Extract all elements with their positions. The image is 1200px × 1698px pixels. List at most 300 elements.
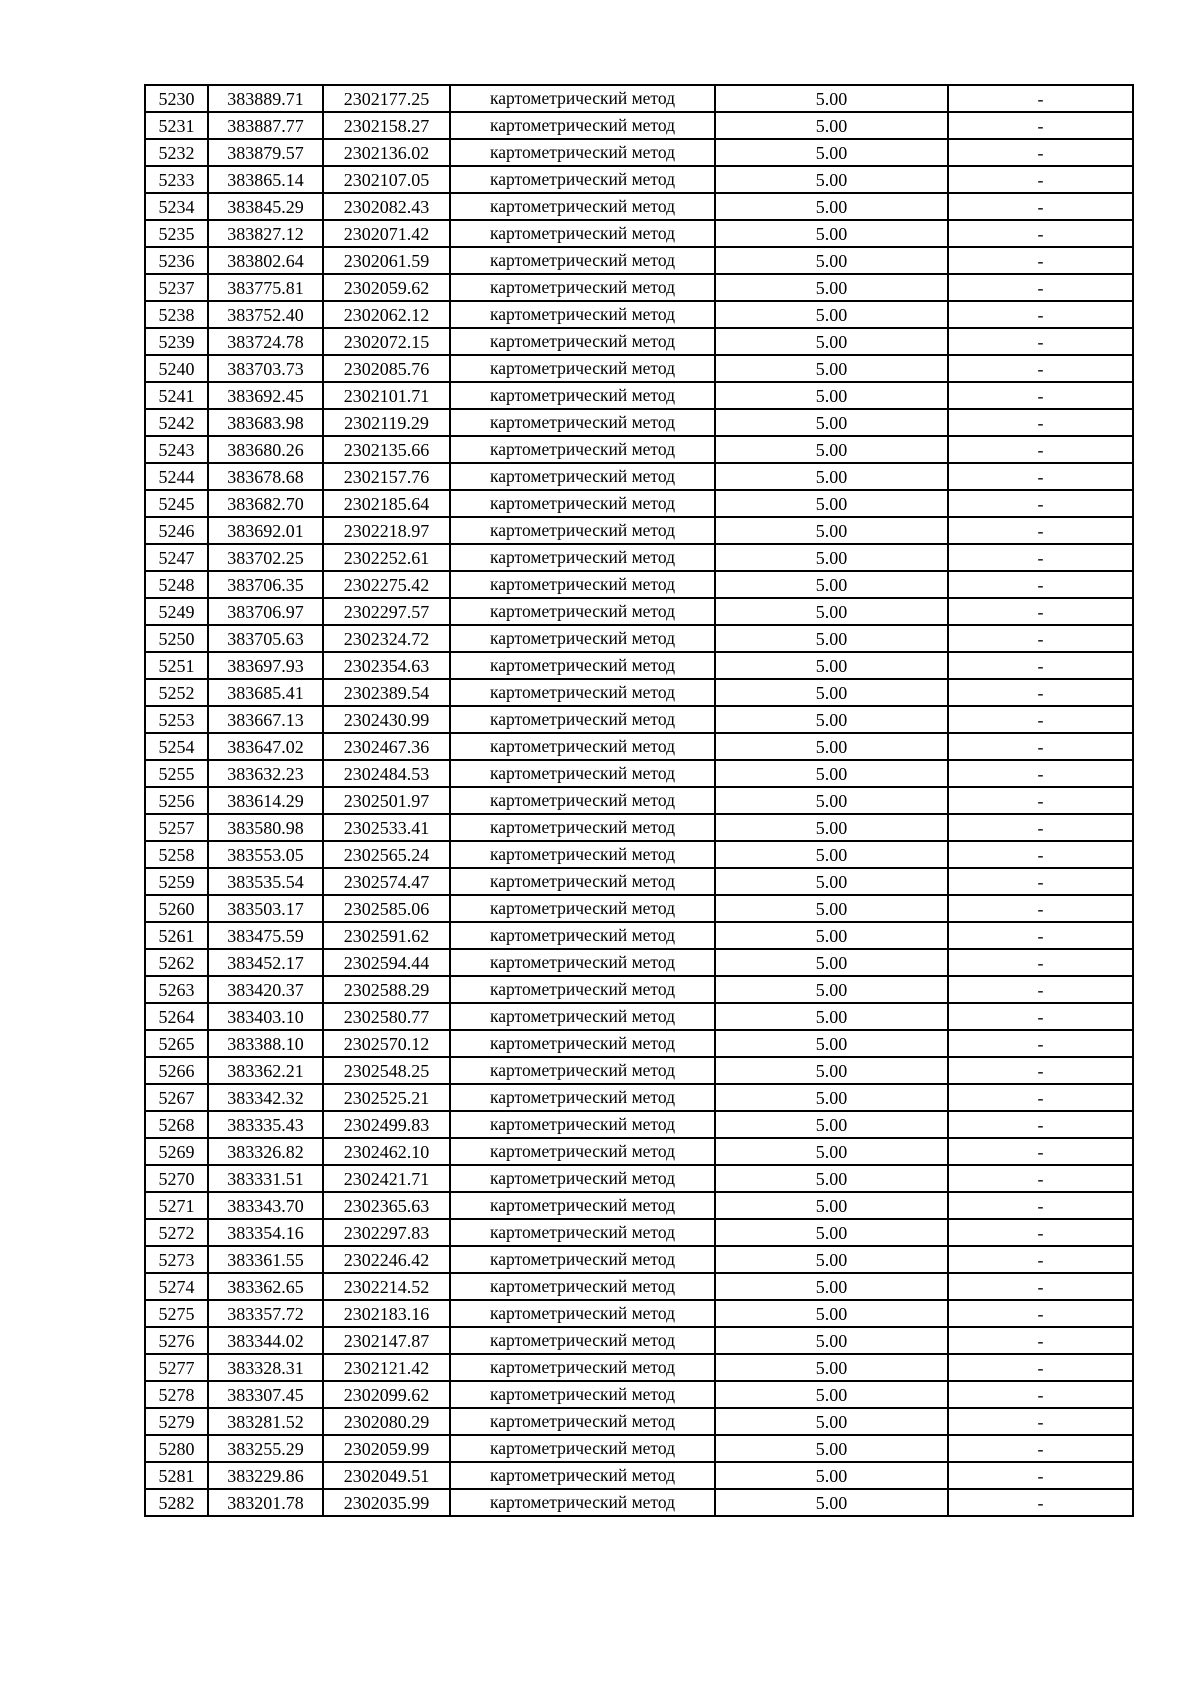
table-row bbox=[145, 544, 1133, 571]
description-cell: - bbox=[948, 922, 1133, 949]
y-coordinate-cell: 2302297.83 bbox=[323, 1219, 450, 1246]
table-row bbox=[145, 922, 1133, 949]
method-cell: картометрический метод bbox=[450, 1435, 715, 1462]
method-cell: картометрический метод bbox=[450, 733, 715, 760]
y-coordinate-cell: 2302591.62 bbox=[323, 922, 450, 949]
accuracy-cell: 5.00 bbox=[715, 841, 948, 868]
method-cell: картометрический метод bbox=[450, 706, 715, 733]
point-number-cell: 5236 bbox=[145, 247, 208, 274]
method-cell: картометрический метод bbox=[450, 544, 715, 571]
point-number-cell: 5277 bbox=[145, 1354, 208, 1381]
table-row bbox=[145, 1165, 1133, 1192]
x-coordinate-cell: 383229.86 bbox=[208, 1462, 323, 1489]
table-row bbox=[145, 1381, 1133, 1408]
table-row bbox=[145, 733, 1133, 760]
method-cell: картометрический метод bbox=[450, 382, 715, 409]
point-number-cell: 5248 bbox=[145, 571, 208, 598]
accuracy-cell: 5.00 bbox=[715, 1111, 948, 1138]
accuracy-cell: 5.00 bbox=[715, 1084, 948, 1111]
description-cell: - bbox=[948, 949, 1133, 976]
accuracy-cell: 5.00 bbox=[715, 1354, 948, 1381]
method-cell: картометрический метод bbox=[450, 1246, 715, 1273]
accuracy-cell: 5.00 bbox=[715, 1489, 948, 1516]
table-row bbox=[145, 760, 1133, 787]
description-cell: - bbox=[948, 1057, 1133, 1084]
description-cell: - bbox=[948, 1111, 1133, 1138]
point-number-cell: 5272 bbox=[145, 1219, 208, 1246]
table-row bbox=[145, 706, 1133, 733]
table-row bbox=[145, 112, 1133, 139]
x-coordinate-cell: 383802.64 bbox=[208, 247, 323, 274]
description-cell: - bbox=[948, 85, 1133, 112]
method-cell: картометрический метод bbox=[450, 301, 715, 328]
description-cell: - bbox=[948, 1138, 1133, 1165]
description-cell: - bbox=[948, 679, 1133, 706]
accuracy-cell: 5.00 bbox=[715, 517, 948, 544]
description-cell: - bbox=[948, 1003, 1133, 1030]
x-coordinate-cell: 383775.81 bbox=[208, 274, 323, 301]
point-number-cell: 5264 bbox=[145, 1003, 208, 1030]
table-row bbox=[145, 355, 1133, 382]
table-row bbox=[145, 436, 1133, 463]
point-number-cell: 5261 bbox=[145, 922, 208, 949]
description-cell: - bbox=[948, 409, 1133, 436]
y-coordinate-cell: 2302214.52 bbox=[323, 1273, 450, 1300]
method-cell: картометрический метод bbox=[450, 1138, 715, 1165]
y-coordinate-cell: 2302157.76 bbox=[323, 463, 450, 490]
description-cell: - bbox=[948, 274, 1133, 301]
accuracy-cell: 5.00 bbox=[715, 301, 948, 328]
description-cell: - bbox=[948, 1300, 1133, 1327]
y-coordinate-cell: 2302071.42 bbox=[323, 220, 450, 247]
method-cell: картометрический метод bbox=[450, 1057, 715, 1084]
accuracy-cell: 5.00 bbox=[715, 625, 948, 652]
method-cell: картометрический метод bbox=[450, 1327, 715, 1354]
x-coordinate-cell: 383535.54 bbox=[208, 868, 323, 895]
accuracy-cell: 5.00 bbox=[715, 1165, 948, 1192]
point-number-cell: 5255 bbox=[145, 760, 208, 787]
point-number-cell: 5251 bbox=[145, 652, 208, 679]
x-coordinate-cell: 383580.98 bbox=[208, 814, 323, 841]
accuracy-cell: 5.00 bbox=[715, 1462, 948, 1489]
y-coordinate-cell: 2302484.53 bbox=[323, 760, 450, 787]
description-cell: - bbox=[948, 139, 1133, 166]
y-coordinate-cell: 2302354.63 bbox=[323, 652, 450, 679]
table-row bbox=[145, 841, 1133, 868]
method-cell: картометрический метод bbox=[450, 409, 715, 436]
y-coordinate-cell: 2302365.63 bbox=[323, 1192, 450, 1219]
point-number-cell: 5232 bbox=[145, 139, 208, 166]
point-number-cell: 5271 bbox=[145, 1192, 208, 1219]
y-coordinate-cell: 2302183.16 bbox=[323, 1300, 450, 1327]
table-row bbox=[145, 976, 1133, 1003]
x-coordinate-cell: 383702.25 bbox=[208, 544, 323, 571]
y-coordinate-cell: 2302565.24 bbox=[323, 841, 450, 868]
accuracy-cell: 5.00 bbox=[715, 895, 948, 922]
table-row bbox=[145, 1408, 1133, 1435]
x-coordinate-cell: 383362.65 bbox=[208, 1273, 323, 1300]
table-row bbox=[145, 814, 1133, 841]
table-row bbox=[145, 85, 1133, 112]
table-row bbox=[145, 1084, 1133, 1111]
y-coordinate-cell: 2302101.71 bbox=[323, 382, 450, 409]
y-coordinate-cell: 2302218.97 bbox=[323, 517, 450, 544]
y-coordinate-cell: 2302533.41 bbox=[323, 814, 450, 841]
table-row bbox=[145, 1111, 1133, 1138]
point-number-cell: 5273 bbox=[145, 1246, 208, 1273]
accuracy-cell: 5.00 bbox=[715, 1246, 948, 1273]
y-coordinate-cell: 2302185.64 bbox=[323, 490, 450, 517]
accuracy-cell: 5.00 bbox=[715, 1273, 948, 1300]
method-cell: картометрический метод bbox=[450, 679, 715, 706]
method-cell: картометрический метод bbox=[450, 166, 715, 193]
x-coordinate-cell: 383307.45 bbox=[208, 1381, 323, 1408]
point-number-cell: 5239 bbox=[145, 328, 208, 355]
y-coordinate-cell: 2302275.42 bbox=[323, 571, 450, 598]
x-coordinate-cell: 383388.10 bbox=[208, 1030, 323, 1057]
x-coordinate-cell: 383343.70 bbox=[208, 1192, 323, 1219]
table-row bbox=[145, 1462, 1133, 1489]
accuracy-cell: 5.00 bbox=[715, 922, 948, 949]
accuracy-cell: 5.00 bbox=[715, 679, 948, 706]
description-cell: - bbox=[948, 220, 1133, 247]
description-cell: - bbox=[948, 436, 1133, 463]
method-cell: картометрический метод bbox=[450, 355, 715, 382]
table-row bbox=[145, 517, 1133, 544]
table-row bbox=[145, 1192, 1133, 1219]
y-coordinate-cell: 2302082.43 bbox=[323, 193, 450, 220]
description-cell: - bbox=[948, 1408, 1133, 1435]
method-cell: картометрический метод bbox=[450, 436, 715, 463]
y-coordinate-cell: 2302430.99 bbox=[323, 706, 450, 733]
point-number-cell: 5237 bbox=[145, 274, 208, 301]
x-coordinate-cell: 383362.21 bbox=[208, 1057, 323, 1084]
point-number-cell: 5254 bbox=[145, 733, 208, 760]
point-number-cell: 5231 bbox=[145, 112, 208, 139]
description-cell: - bbox=[948, 733, 1133, 760]
point-number-cell: 5280 bbox=[145, 1435, 208, 1462]
description-cell: - bbox=[948, 301, 1133, 328]
y-coordinate-cell: 2302548.25 bbox=[323, 1057, 450, 1084]
method-cell: картометрический метод bbox=[450, 598, 715, 625]
method-cell: картометрический метод bbox=[450, 976, 715, 1003]
x-coordinate-cell: 383879.57 bbox=[208, 139, 323, 166]
y-coordinate-cell: 2302059.62 bbox=[323, 274, 450, 301]
table-row bbox=[145, 598, 1133, 625]
description-cell: - bbox=[948, 976, 1133, 1003]
description-cell: - bbox=[948, 598, 1133, 625]
accuracy-cell: 5.00 bbox=[715, 139, 948, 166]
table-row bbox=[145, 1354, 1133, 1381]
x-coordinate-cell: 383667.13 bbox=[208, 706, 323, 733]
point-number-cell: 5240 bbox=[145, 355, 208, 382]
accuracy-cell: 5.00 bbox=[715, 787, 948, 814]
accuracy-cell: 5.00 bbox=[715, 247, 948, 274]
x-coordinate-cell: 383703.73 bbox=[208, 355, 323, 382]
table-row bbox=[145, 301, 1133, 328]
description-cell: - bbox=[948, 1192, 1133, 1219]
x-coordinate-cell: 383475.59 bbox=[208, 922, 323, 949]
accuracy-cell: 5.00 bbox=[715, 274, 948, 301]
x-coordinate-cell: 383683.98 bbox=[208, 409, 323, 436]
x-coordinate-cell: 383865.14 bbox=[208, 166, 323, 193]
method-cell: картометрический метод bbox=[450, 1273, 715, 1300]
point-number-cell: 5263 bbox=[145, 976, 208, 1003]
description-cell: - bbox=[948, 1219, 1133, 1246]
table-row bbox=[145, 274, 1133, 301]
description-cell: - bbox=[948, 625, 1133, 652]
method-cell: картометрический метод bbox=[450, 85, 715, 112]
description-cell: - bbox=[948, 652, 1133, 679]
y-coordinate-cell: 2302588.29 bbox=[323, 976, 450, 1003]
table-row bbox=[145, 1219, 1133, 1246]
y-coordinate-cell: 2302324.72 bbox=[323, 625, 450, 652]
y-coordinate-cell: 2302072.15 bbox=[323, 328, 450, 355]
description-cell: - bbox=[948, 1462, 1133, 1489]
table-row bbox=[145, 1138, 1133, 1165]
table-row bbox=[145, 166, 1133, 193]
method-cell: картометрический метод bbox=[450, 247, 715, 274]
x-coordinate-cell: 383752.40 bbox=[208, 301, 323, 328]
description-cell: - bbox=[948, 355, 1133, 382]
x-coordinate-cell: 383553.05 bbox=[208, 841, 323, 868]
description-cell: - bbox=[948, 814, 1133, 841]
description-cell: - bbox=[948, 1165, 1133, 1192]
method-cell: картометрический метод bbox=[450, 841, 715, 868]
x-coordinate-cell: 383724.78 bbox=[208, 328, 323, 355]
table-row bbox=[145, 571, 1133, 598]
point-number-cell: 5252 bbox=[145, 679, 208, 706]
accuracy-cell: 5.00 bbox=[715, 463, 948, 490]
y-coordinate-cell: 2302580.77 bbox=[323, 1003, 450, 1030]
x-coordinate-cell: 383331.51 bbox=[208, 1165, 323, 1192]
accuracy-cell: 5.00 bbox=[715, 328, 948, 355]
description-cell: - bbox=[948, 1354, 1133, 1381]
table-row bbox=[145, 382, 1133, 409]
accuracy-cell: 5.00 bbox=[715, 166, 948, 193]
table-row bbox=[145, 247, 1133, 274]
method-cell: картометрический метод bbox=[450, 1408, 715, 1435]
y-coordinate-cell: 2302499.83 bbox=[323, 1111, 450, 1138]
accuracy-cell: 5.00 bbox=[715, 193, 948, 220]
method-cell: картометрический метод bbox=[450, 625, 715, 652]
point-number-cell: 5274 bbox=[145, 1273, 208, 1300]
accuracy-cell: 5.00 bbox=[715, 382, 948, 409]
accuracy-cell: 5.00 bbox=[715, 706, 948, 733]
y-coordinate-cell: 2302099.62 bbox=[323, 1381, 450, 1408]
y-coordinate-cell: 2302246.42 bbox=[323, 1246, 450, 1273]
coordinates-table-body bbox=[145, 85, 1133, 1516]
x-coordinate-cell: 383328.31 bbox=[208, 1354, 323, 1381]
x-coordinate-cell: 383201.78 bbox=[208, 1489, 323, 1516]
description-cell: - bbox=[948, 1084, 1133, 1111]
method-cell: картометрический метод bbox=[450, 1030, 715, 1057]
method-cell: картометрический метод bbox=[450, 193, 715, 220]
point-number-cell: 5244 bbox=[145, 463, 208, 490]
accuracy-cell: 5.00 bbox=[715, 1408, 948, 1435]
x-coordinate-cell: 383889.71 bbox=[208, 85, 323, 112]
description-cell: - bbox=[948, 1246, 1133, 1273]
accuracy-cell: 5.00 bbox=[715, 949, 948, 976]
x-coordinate-cell: 383403.10 bbox=[208, 1003, 323, 1030]
point-number-cell: 5267 bbox=[145, 1084, 208, 1111]
method-cell: картометрический метод bbox=[450, 1489, 715, 1516]
y-coordinate-cell: 2302570.12 bbox=[323, 1030, 450, 1057]
table-row bbox=[145, 625, 1133, 652]
y-coordinate-cell: 2302049.51 bbox=[323, 1462, 450, 1489]
description-cell: - bbox=[948, 1273, 1133, 1300]
accuracy-cell: 5.00 bbox=[715, 1219, 948, 1246]
point-number-cell: 5249 bbox=[145, 598, 208, 625]
point-number-cell: 5258 bbox=[145, 841, 208, 868]
method-cell: картометрический метод bbox=[450, 1381, 715, 1408]
accuracy-cell: 5.00 bbox=[715, 85, 948, 112]
x-coordinate-cell: 383335.43 bbox=[208, 1111, 323, 1138]
method-cell: картометрический метод bbox=[450, 1300, 715, 1327]
y-coordinate-cell: 2302252.61 bbox=[323, 544, 450, 571]
description-cell: - bbox=[948, 328, 1133, 355]
y-coordinate-cell: 2302061.59 bbox=[323, 247, 450, 274]
description-cell: - bbox=[948, 166, 1133, 193]
x-coordinate-cell: 383692.01 bbox=[208, 517, 323, 544]
accuracy-cell: 5.00 bbox=[715, 814, 948, 841]
point-number-cell: 5278 bbox=[145, 1381, 208, 1408]
description-cell: - bbox=[948, 760, 1133, 787]
x-coordinate-cell: 383682.70 bbox=[208, 490, 323, 517]
table-row bbox=[145, 1057, 1133, 1084]
description-cell: - bbox=[948, 868, 1133, 895]
x-coordinate-cell: 383255.29 bbox=[208, 1435, 323, 1462]
point-number-cell: 5276 bbox=[145, 1327, 208, 1354]
description-cell: - bbox=[948, 517, 1133, 544]
y-coordinate-cell: 2302147.87 bbox=[323, 1327, 450, 1354]
accuracy-cell: 5.00 bbox=[715, 1030, 948, 1057]
accuracy-cell: 5.00 bbox=[715, 733, 948, 760]
x-coordinate-cell: 383680.26 bbox=[208, 436, 323, 463]
point-number-cell: 5268 bbox=[145, 1111, 208, 1138]
x-coordinate-cell: 383344.02 bbox=[208, 1327, 323, 1354]
description-cell: - bbox=[948, 463, 1133, 490]
y-coordinate-cell: 2302136.02 bbox=[323, 139, 450, 166]
y-coordinate-cell: 2302059.99 bbox=[323, 1435, 450, 1462]
x-coordinate-cell: 383678.68 bbox=[208, 463, 323, 490]
description-cell: - bbox=[948, 895, 1133, 922]
description-cell: - bbox=[948, 1435, 1133, 1462]
description-cell: - bbox=[948, 382, 1133, 409]
y-coordinate-cell: 2302085.76 bbox=[323, 355, 450, 382]
accuracy-cell: 5.00 bbox=[715, 1300, 948, 1327]
description-cell: - bbox=[948, 1489, 1133, 1516]
coordinates-table bbox=[144, 84, 1134, 1517]
description-cell: - bbox=[948, 247, 1133, 274]
method-cell: картометрический метод bbox=[450, 517, 715, 544]
point-number-cell: 5275 bbox=[145, 1300, 208, 1327]
method-cell: картометрический метод bbox=[450, 868, 715, 895]
table-row bbox=[145, 1030, 1133, 1057]
point-number-cell: 5265 bbox=[145, 1030, 208, 1057]
point-number-cell: 5256 bbox=[145, 787, 208, 814]
table-row bbox=[145, 1246, 1133, 1273]
point-number-cell: 5242 bbox=[145, 409, 208, 436]
y-coordinate-cell: 2302080.29 bbox=[323, 1408, 450, 1435]
table-row bbox=[145, 949, 1133, 976]
method-cell: картометрический метод bbox=[450, 139, 715, 166]
point-number-cell: 5247 bbox=[145, 544, 208, 571]
point-number-cell: 5282 bbox=[145, 1489, 208, 1516]
accuracy-cell: 5.00 bbox=[715, 571, 948, 598]
x-coordinate-cell: 383705.63 bbox=[208, 625, 323, 652]
method-cell: картометрический метод bbox=[450, 112, 715, 139]
y-coordinate-cell: 2302158.27 bbox=[323, 112, 450, 139]
point-number-cell: 5235 bbox=[145, 220, 208, 247]
table-row bbox=[145, 895, 1133, 922]
accuracy-cell: 5.00 bbox=[715, 976, 948, 1003]
x-coordinate-cell: 383452.17 bbox=[208, 949, 323, 976]
method-cell: картометрический метод bbox=[450, 787, 715, 814]
point-number-cell: 5253 bbox=[145, 706, 208, 733]
accuracy-cell: 5.00 bbox=[715, 1192, 948, 1219]
point-number-cell: 5245 bbox=[145, 490, 208, 517]
y-coordinate-cell: 2302525.21 bbox=[323, 1084, 450, 1111]
y-coordinate-cell: 2302062.12 bbox=[323, 301, 450, 328]
accuracy-cell: 5.00 bbox=[715, 220, 948, 247]
table-row bbox=[145, 1327, 1133, 1354]
accuracy-cell: 5.00 bbox=[715, 652, 948, 679]
description-cell: - bbox=[948, 112, 1133, 139]
method-cell: картометрический метод bbox=[450, 1111, 715, 1138]
x-coordinate-cell: 383420.37 bbox=[208, 976, 323, 1003]
x-coordinate-cell: 383354.16 bbox=[208, 1219, 323, 1246]
y-coordinate-cell: 2302467.36 bbox=[323, 733, 450, 760]
method-cell: картометрический метод bbox=[450, 274, 715, 301]
method-cell: картометрический метод bbox=[450, 652, 715, 679]
description-cell: - bbox=[948, 490, 1133, 517]
method-cell: картометрический метод bbox=[450, 490, 715, 517]
description-cell: - bbox=[948, 1030, 1133, 1057]
y-coordinate-cell: 2302421.71 bbox=[323, 1165, 450, 1192]
table-row bbox=[145, 490, 1133, 517]
table-row bbox=[145, 652, 1133, 679]
x-coordinate-cell: 383685.41 bbox=[208, 679, 323, 706]
description-cell: - bbox=[948, 193, 1133, 220]
y-coordinate-cell: 2302135.66 bbox=[323, 436, 450, 463]
point-number-cell: 5270 bbox=[145, 1165, 208, 1192]
method-cell: картометрический метод bbox=[450, 1219, 715, 1246]
accuracy-cell: 5.00 bbox=[715, 1435, 948, 1462]
x-coordinate-cell: 383845.29 bbox=[208, 193, 323, 220]
y-coordinate-cell: 2302462.10 bbox=[323, 1138, 450, 1165]
method-cell: картометрический метод bbox=[450, 814, 715, 841]
method-cell: картометрический метод bbox=[450, 1003, 715, 1030]
table-row bbox=[145, 193, 1133, 220]
description-cell: - bbox=[948, 787, 1133, 814]
method-cell: картометрический метод bbox=[450, 1354, 715, 1381]
point-number-cell: 5241 bbox=[145, 382, 208, 409]
x-coordinate-cell: 383503.17 bbox=[208, 895, 323, 922]
accuracy-cell: 5.00 bbox=[715, 409, 948, 436]
table-row bbox=[145, 1435, 1133, 1462]
table-row bbox=[145, 1273, 1133, 1300]
description-cell: - bbox=[948, 841, 1133, 868]
table-row bbox=[145, 1489, 1133, 1516]
point-number-cell: 5238 bbox=[145, 301, 208, 328]
point-number-cell: 5279 bbox=[145, 1408, 208, 1435]
x-coordinate-cell: 383614.29 bbox=[208, 787, 323, 814]
method-cell: картометрический метод bbox=[450, 760, 715, 787]
table-row bbox=[145, 139, 1133, 166]
y-coordinate-cell: 2302501.97 bbox=[323, 787, 450, 814]
x-coordinate-cell: 383887.77 bbox=[208, 112, 323, 139]
